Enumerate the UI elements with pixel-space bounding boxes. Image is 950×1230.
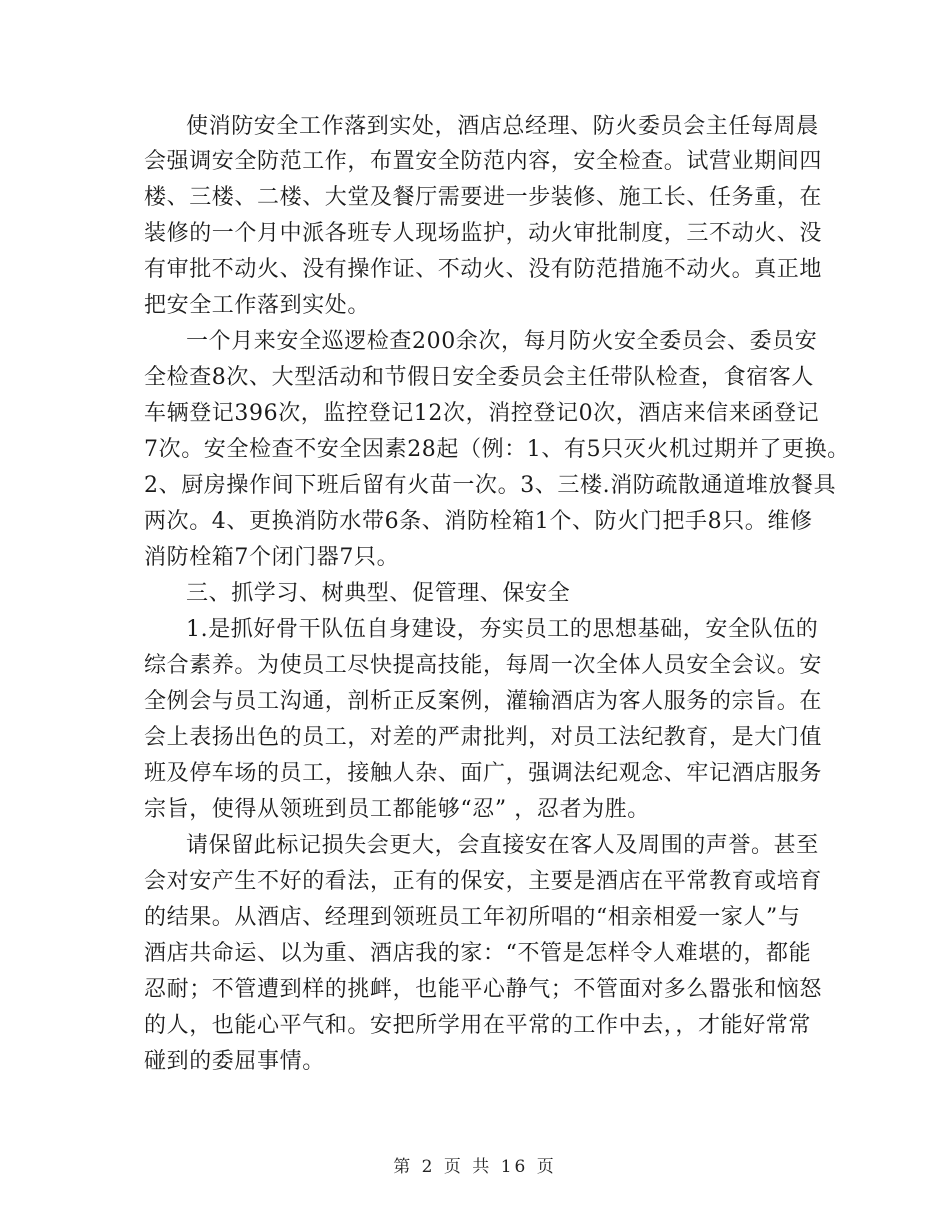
body-text-line: 7次。安全检查不安全因素28起（例：1、有5只灭火机过期并了更换。 xyxy=(144,437,850,462)
body-text-line: 车辆登记396次，监控登记12次，消控登记0次，酒店来信来函登记 xyxy=(144,401,820,426)
body-text-line: 两次。4、更换消防水带6条、消防栓箱1个、防火门把手8只。维修 xyxy=(144,509,813,534)
body-text-line: 把安全工作落到实处。 xyxy=(144,293,371,318)
body-text-line: 楼、三楼、二楼、大堂及餐厅需要进一步装修、施工长、任务重，在 xyxy=(144,185,823,210)
body-text-line: 有审批不动火、没有操作证、不动火、没有防范措施不动火。真正地 xyxy=(144,257,823,282)
body-text-line: 请保留此标记损失会更大，会直接安在客人及周围的声誉。甚至 xyxy=(186,833,819,858)
body-text-line: 碰到的委屈事情。 xyxy=(144,1049,325,1074)
body-text-line: 的人，也能心平气和。安把所学用在平常的工作中去，，才能好常常 xyxy=(144,1013,812,1038)
body-text-line: 1.是抓好骨干队伍自身建设，夯实员工的思想基础，安全队伍的 xyxy=(186,617,819,642)
body-text-line: 的结果。从酒店、经理到领班员工年初所唱的“相亲相爱一家人”与 xyxy=(144,905,801,930)
body-text-line: 酒店共命运、以为重、酒店我的家：“不管是怎样令人难堪的，都能 xyxy=(144,941,812,966)
body-text-line: 消防栓箱7个闭门器7只。 xyxy=(144,545,400,570)
page-number-footer: 第 2 页 共 16 页 xyxy=(393,1157,557,1177)
body-text-line: 会上表扬出色的员工，对差的严肃批判，对员工法纪教育，是大门值 xyxy=(144,725,823,750)
body-text-line: 全例会与员工沟通，剖析正反案例，灌输酒店为客人服务的宗旨。在 xyxy=(144,689,823,714)
body-text-line: 装修的一个月中派各班专人现场监护，动火审批制度，三不动火、没 xyxy=(144,221,823,246)
body-text-line: 全检查8次、大型活动和节假日安全委员会主任带队检查，食宿客人 xyxy=(144,365,814,390)
body-text-line: 班及停车场的员工，接触人杂、面广，强调法纪观念、牢记酒店服务 xyxy=(144,761,823,786)
body-text-line: 宗旨，使得从领班到员工都能够“忍” ，忍者为胜。 xyxy=(144,797,650,822)
body-text-line: 忍耐；不管遭到样的挑衅，也能平心静气；不管面对多么嚣张和恼怒 xyxy=(144,977,823,1002)
section-heading: 三、抓学习、树典型、促管理、保安全 xyxy=(186,581,571,606)
body-text-line: 2、厨房操作间下班后留有火苗一次。3、三楼.消防疏散通道堆放餐具 xyxy=(144,473,837,498)
body-text-line: 一个月来安全巡逻检查200余次，每月防火安全委员会、委员安 xyxy=(186,329,818,354)
body-text-line: 会对安产生不好的看法，正有的保安，主要是酒店在平常教育或培育 xyxy=(144,869,823,894)
body-text-line: 综合素养。为使员工尽快提高技能，每周一次全体人员安全会议。安 xyxy=(144,653,823,678)
body-text-line: 会强调安全防范工作，布置安全防范内容，安全检查。试营业期间四 xyxy=(144,149,823,174)
body-text-line: 使消防安全工作落到实处，酒店总经理、防火委员会主任每周晨 xyxy=(186,114,819,139)
